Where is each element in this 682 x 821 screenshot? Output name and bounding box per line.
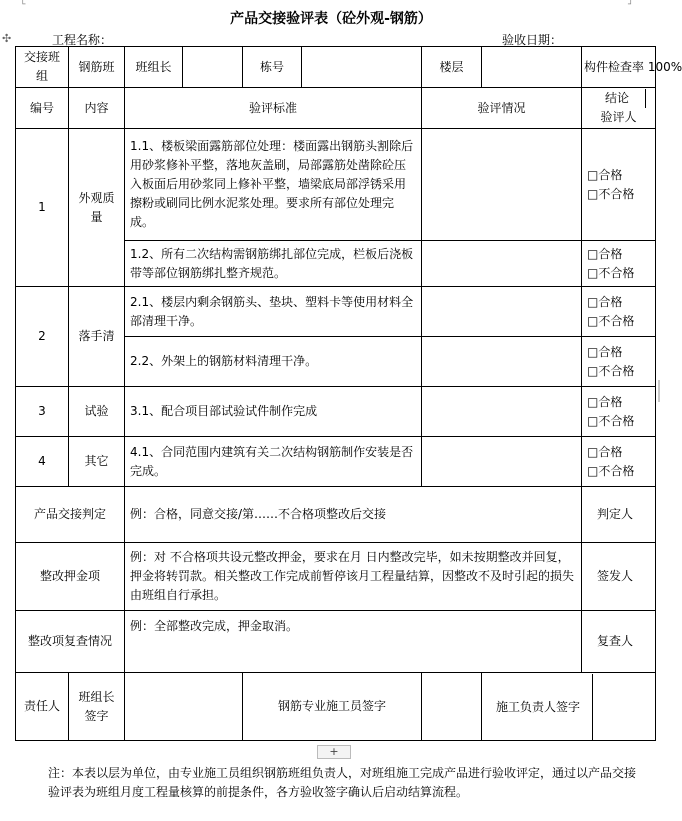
handover-team-label: 交接班组: [16, 47, 69, 88]
col-content-header: 内容: [69, 88, 125, 129]
footer-note: 注：本表以层为单位，由专业施工员组织钢筋班组负责人，对班组施工完成产品进行验收评定，通过以产品交接验评表为班组月度工程量核算的前提条件，各方验收签字确认后启动结算流程。: [48, 766, 637, 799]
pass-checkbox[interactable]: □合格: [587, 167, 623, 182]
item-conclusion: [582, 287, 656, 337]
scroll-marker: [658, 380, 660, 402]
item-no: 2: [16, 287, 69, 387]
item-standard: 4.1、合同范围内建筑有关二次结构钢筋制作安装是否完成。: [125, 437, 422, 487]
floor-value[interactable]: [482, 47, 582, 88]
fail-checkbox[interactable]: □不合格: [587, 186, 635, 201]
item-no: 4: [16, 437, 69, 487]
item-standard: 3.1、配合项目部试验试件制作完成: [125, 387, 422, 437]
col-standard-header: 验评标准: [125, 88, 422, 129]
floor-label: 楼层: [422, 47, 482, 88]
recheck-text[interactable]: 例：全部整改完成，押金取消。: [125, 611, 582, 673]
fail-checkbox[interactable]: □不合格: [587, 463, 635, 478]
item-standard: 2.2、外架上的钢筋材料清理干净。: [125, 337, 422, 387]
item-standard: 2.1、楼层内剩余钢筋头、垫块、塑料卡等使用材料全部清理干净。: [125, 287, 422, 337]
item-conclusion: [582, 129, 656, 241]
item-situation[interactable]: [422, 337, 582, 387]
item-content: 其它: [69, 437, 125, 487]
rebar-worker-sign-field[interactable]: [422, 673, 482, 741]
signature-row: [16, 673, 656, 741]
item-conclusion: [582, 387, 656, 437]
table-row: [16, 287, 656, 337]
deposit-row: [16, 543, 656, 611]
page-corner-mark-right: ┘: [628, 0, 634, 10]
deposit-label: 整改押金项: [16, 543, 125, 611]
building-no-label: 栋号: [243, 47, 302, 88]
team-leader-value[interactable]: [183, 47, 243, 88]
judgement-signer-label: 判定人: [596, 507, 633, 521]
item-conclusion: [582, 437, 656, 487]
team-info-row: [16, 47, 656, 88]
judgement-text[interactable]: 例：合格，同意交接/第……不合格项整改后交接: [125, 487, 582, 543]
deposit-signer-cell: [582, 543, 656, 611]
add-row-button[interactable]: +: [317, 745, 351, 759]
team-leader-sign-label: 班组长签字: [69, 673, 125, 741]
pass-checkbox[interactable]: □合格: [587, 344, 623, 359]
table-row: [16, 387, 656, 437]
col-no-header: 编号: [16, 88, 69, 129]
judgement-row: [16, 487, 656, 543]
table-move-handle-icon[interactable]: ✣: [2, 32, 12, 45]
pass-checkbox[interactable]: □合格: [587, 246, 623, 261]
item-conclusion: [582, 241, 656, 287]
rebar-team-cell[interactable]: 钢筋班: [69, 47, 125, 88]
column-header-row: [16, 88, 656, 129]
item-content: 外观质量: [69, 129, 125, 287]
recheck-signer-label: 复查人: [596, 634, 633, 648]
team-leader-label: 班组长: [125, 47, 183, 88]
item-content: 落手清: [69, 287, 125, 387]
acceptance-table: [15, 46, 682, 741]
item-conclusion: [582, 337, 656, 387]
item-situation[interactable]: [422, 437, 582, 487]
fail-checkbox[interactable]: □不合格: [587, 313, 635, 328]
item-no: 1: [16, 129, 69, 287]
deposit-text[interactable]: 例：对 不合格项共设元整改押金，要求在月 日内整改完毕，如未按期整改并回复，押金将转罚款。相关整改工作完成前暂停该月工程量结算，因整改不及时引起的损失由班组自行承担。: [125, 543, 582, 611]
item-situation[interactable]: [422, 241, 582, 287]
team-leader-sign-field[interactable]: [125, 673, 243, 741]
item-content: 试验: [69, 387, 125, 437]
construction-head-sign-label: 施工负责人签字: [484, 674, 593, 740]
fail-checkbox[interactable]: □不合格: [587, 413, 635, 428]
col-conclusion-header: [582, 88, 656, 129]
col-situation-header: 验评情况: [422, 88, 582, 129]
judgement-label: 产品交接判定: [16, 487, 125, 543]
acceptance-date-label: 验收日期：: [502, 33, 563, 47]
recheck-label: 整改项复查情况: [16, 611, 125, 673]
building-no-value[interactable]: [302, 47, 422, 88]
deposit-signer-label: 签发人: [596, 569, 633, 583]
item-standard: 1.1、楼板梁面露筋部位处理：楼面露出钢筋头割除后用砂浆修补平整，落地灰盖刷，局部露筋处凿除砼压入板面后用砂浆同上修补平整，墙梁底局部浮锈采用擦粉或刷同比例水泥浆处理。要求所有部位处理完成。: [125, 129, 422, 241]
item-no: 3: [16, 387, 69, 437]
recheck-row: [16, 611, 656, 673]
form-title: 产品交接验评表（砼外观-钢筋）: [230, 11, 432, 27]
recheck-signer-cell: [582, 611, 656, 673]
responsible-label: 责任人: [16, 673, 69, 741]
table-row: [16, 129, 656, 241]
rebar-worker-sign-label: 钢筋专业施工员签字: [243, 673, 422, 741]
inspection-rate: 构件检查率 100%: [582, 47, 656, 88]
judgement-signer-cell: [582, 487, 656, 543]
pass-checkbox[interactable]: □合格: [587, 444, 623, 459]
item-situation[interactable]: [422, 129, 582, 241]
page-corner-mark-left: └: [20, 0, 26, 10]
construction-head-sign-cell: [482, 673, 656, 741]
pass-checkbox[interactable]: □合格: [587, 394, 623, 409]
col-evaluator-label: 验评人: [600, 110, 637, 124]
item-situation[interactable]: [422, 287, 582, 337]
project-name-label: 工程名称：: [52, 33, 113, 47]
fail-checkbox[interactable]: □不合格: [587, 363, 635, 378]
fail-checkbox[interactable]: □不合格: [587, 265, 635, 280]
pass-checkbox[interactable]: □合格: [587, 294, 623, 309]
item-situation[interactable]: [422, 387, 582, 437]
item-standard: 1.2、所有二次结构需钢筋绑扎部位完成，栏板后浇板带等部位钢筋绑扎整齐规范。: [125, 241, 422, 287]
col-conclusion-label: 结论: [589, 89, 646, 108]
table-row: [16, 437, 656, 487]
